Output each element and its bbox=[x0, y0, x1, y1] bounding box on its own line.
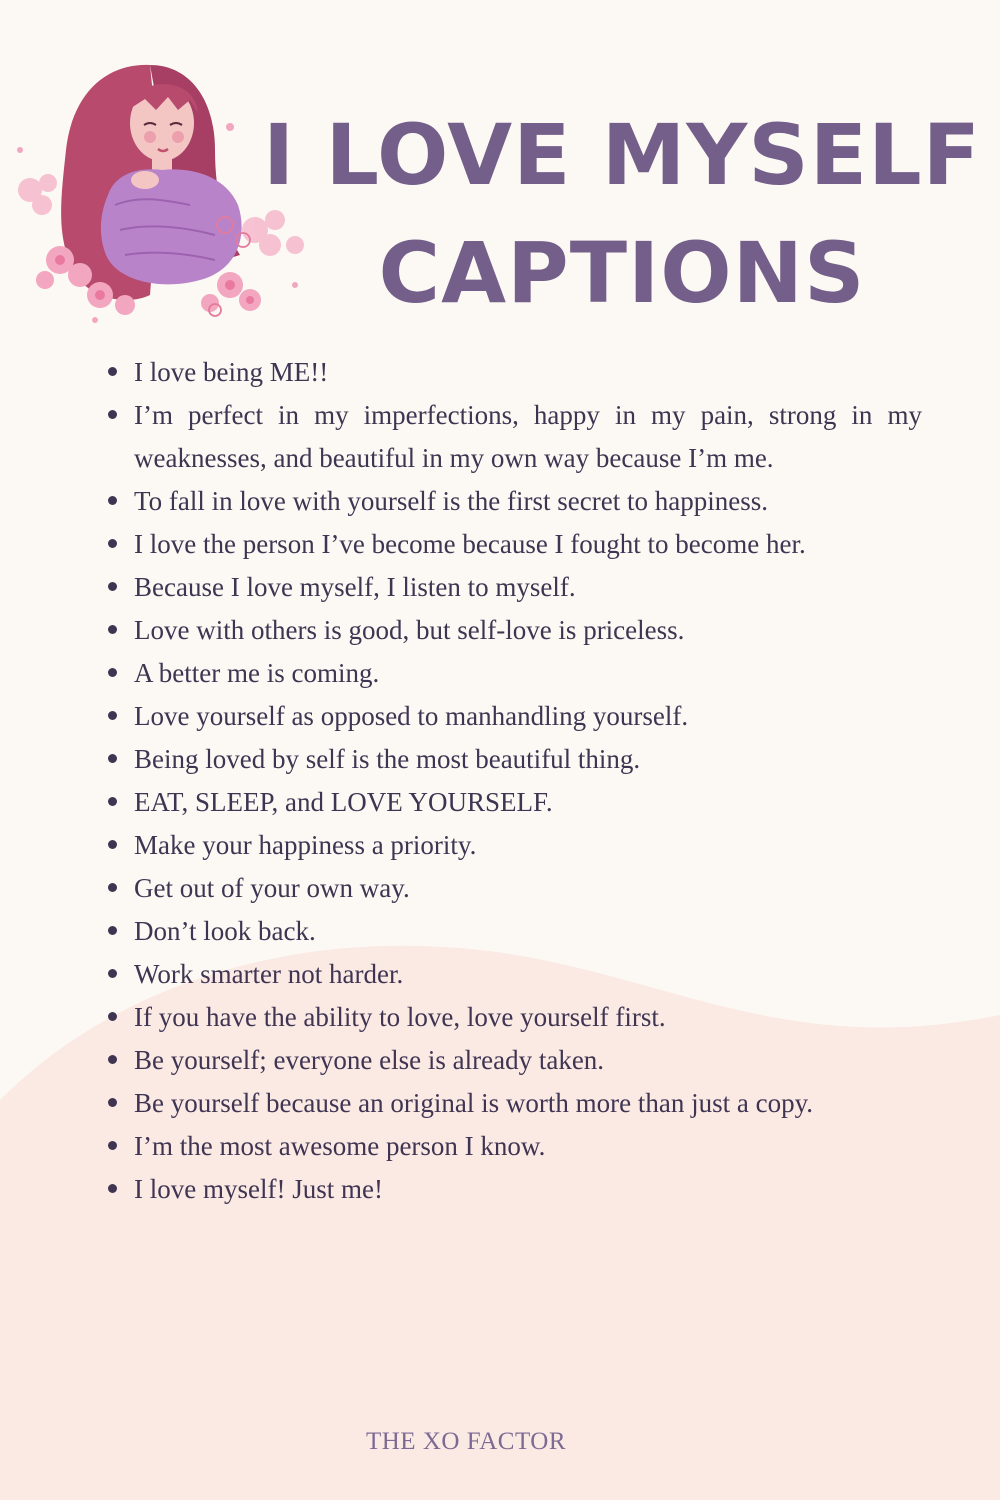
list-item: I love myself! Just me! bbox=[106, 1168, 922, 1211]
list-item: I love the person I’ve become because I fought to become her. bbox=[106, 523, 922, 566]
title-line-1: I LOVE MYSELF bbox=[262, 106, 982, 204]
list-item: I’m perfect in my imperfections, happy in my pain, strong in my weaknesses, and beautiful in my own way because I’m me. bbox=[106, 394, 922, 480]
list-item: Work smarter not harder. bbox=[106, 953, 922, 996]
list-item: EAT, SLEEP, and LOVE YOURSELF. bbox=[106, 781, 922, 824]
footer-brand: THE XO FACTOR bbox=[365, 1428, 567, 1455]
list-item: Love yourself as opposed to manhandling yourself. bbox=[106, 695, 922, 738]
list-item: Make your happiness a priority. bbox=[106, 824, 922, 867]
list-item: A better me is coming. bbox=[106, 652, 922, 695]
list-item: If you have the ability to love, love yourself first. bbox=[106, 996, 922, 1039]
list-item: Love with others is good, but self-love is priceless. bbox=[106, 609, 922, 652]
list-item: I’m the most awesome person I know. bbox=[106, 1125, 922, 1168]
list-item: Be yourself because an original is worth more than just a copy. bbox=[106, 1082, 922, 1125]
list-item: Get out of your own way. bbox=[106, 867, 922, 910]
page-title bbox=[262, 96, 982, 332]
title-line-2: CAPTIONS bbox=[378, 224, 866, 322]
list-item: To fall in love with yourself is the first secret to happiness. bbox=[106, 480, 922, 523]
caption-list bbox=[106, 351, 922, 1211]
list-item: Don’t look back. bbox=[106, 910, 922, 953]
list-item: I love being ME!! bbox=[106, 351, 922, 394]
list-item: Because I love myself, I listen to myself. bbox=[106, 566, 922, 609]
list-item: Be yourself; everyone else is already taken. bbox=[106, 1039, 922, 1082]
list-item: Being loved by self is the most beautiful thing. bbox=[106, 738, 922, 781]
